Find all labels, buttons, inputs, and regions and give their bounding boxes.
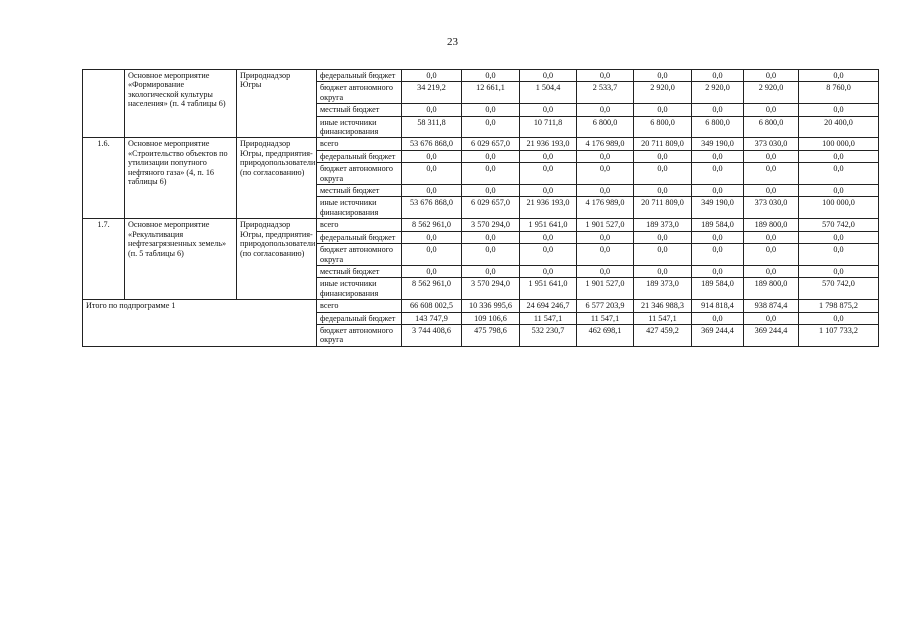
amount-cell: 369 244,4: [692, 324, 744, 346]
amount-cell: 0,0: [692, 163, 744, 185]
section-index: 1.7.: [83, 219, 125, 300]
amount-cell: 0,0: [462, 265, 520, 277]
amount-cell: 6 800,0: [744, 116, 799, 138]
amount-cell: 0,0: [744, 163, 799, 185]
funding-source: бюджет автономного округа: [317, 163, 402, 185]
page-number: 23: [447, 36, 458, 48]
amount-cell: 6 800,0: [634, 116, 692, 138]
amount-cell: 0,0: [577, 70, 634, 82]
amount-cell: 0,0: [462, 163, 520, 185]
amount-cell: 10 336 995,6: [462, 300, 520, 312]
amount-cell: 0,0: [634, 104, 692, 116]
amount-cell: 2 920,0: [744, 82, 799, 104]
amount-cell: 0,0: [799, 231, 879, 243]
amount-cell: 0,0: [692, 185, 744, 197]
amount-cell: 0,0: [692, 150, 744, 162]
amount-cell: 21 936 193,0: [520, 138, 577, 150]
amount-cell: 0,0: [402, 70, 462, 82]
total-label: Итого по подпрограмме 1: [83, 300, 317, 347]
amount-cell: 11 547,1: [634, 312, 692, 324]
amount-cell: 0,0: [520, 104, 577, 116]
amount-cell: 0,0: [634, 70, 692, 82]
amount-cell: 1 951 641,0: [520, 219, 577, 231]
table-row: [83, 219, 879, 231]
amount-cell: 0,0: [520, 265, 577, 277]
amount-cell: 349 190,0: [692, 197, 744, 219]
amount-cell: 6 800,0: [577, 116, 634, 138]
funding-source: бюджет автономного округа: [317, 244, 402, 266]
amount-cell: 0,0: [744, 70, 799, 82]
amount-cell: 109 106,6: [462, 312, 520, 324]
amount-cell: 189 800,0: [744, 278, 799, 300]
amount-cell: 34 219,2: [402, 82, 462, 104]
amount-cell: 0,0: [577, 244, 634, 266]
amount-cell: 0,0: [744, 312, 799, 324]
section-responsible: Природнадзор Югры, предприятия-природопользователи (по согласованию): [237, 219, 317, 300]
amount-cell: 0,0: [577, 150, 634, 162]
funding-source: бюджет автономного округа: [317, 82, 402, 104]
amount-cell: 373 030,0: [744, 138, 799, 150]
funding-source: местный бюджет: [317, 265, 402, 277]
amount-cell: 8 760,0: [799, 82, 879, 104]
amount-cell: 4 176 989,0: [577, 197, 634, 219]
amount-cell: 3 570 294,0: [462, 219, 520, 231]
amount-cell: 8 562 961,0: [402, 219, 462, 231]
amount-cell: 58 311,8: [402, 116, 462, 138]
funding-source: иные источники финансирования: [317, 116, 402, 138]
amount-cell: 1 901 527,0: [577, 278, 634, 300]
amount-cell: 0,0: [462, 104, 520, 116]
amount-cell: 0,0: [799, 244, 879, 266]
amount-cell: 11 547,1: [520, 312, 577, 324]
amount-cell: 1 901 527,0: [577, 219, 634, 231]
amount-cell: 1 107 733,2: [799, 324, 879, 346]
section-responsible: Природнадзор Югры, предприятия-природопользователи (по согласованию): [237, 138, 317, 219]
amount-cell: 349 190,0: [692, 138, 744, 150]
amount-cell: 373 030,0: [744, 197, 799, 219]
amount-cell: 0,0: [692, 312, 744, 324]
amount-cell: 0,0: [744, 244, 799, 266]
amount-cell: 0,0: [462, 244, 520, 266]
amount-cell: 0,0: [799, 185, 879, 197]
amount-cell: 20 711 809,0: [634, 138, 692, 150]
amount-cell: 0,0: [520, 150, 577, 162]
funding-source: иные источники финансирования: [317, 278, 402, 300]
amount-cell: 0,0: [634, 163, 692, 185]
amount-cell: 0,0: [799, 150, 879, 162]
amount-cell: 914 818,4: [692, 300, 744, 312]
amount-cell: 6 577 203,9: [577, 300, 634, 312]
amount-cell: 12 661,1: [462, 82, 520, 104]
amount-cell: 0,0: [402, 265, 462, 277]
amount-cell: 8 562 961,0: [402, 278, 462, 300]
amount-cell: 532 230,7: [520, 324, 577, 346]
amount-cell: 6 029 657,0: [462, 138, 520, 150]
amount-cell: 0,0: [692, 231, 744, 243]
amount-cell: 20 711 809,0: [634, 197, 692, 219]
amount-cell: 570 742,0: [799, 278, 879, 300]
amount-cell: 0,0: [462, 150, 520, 162]
amount-cell: 0,0: [577, 104, 634, 116]
amount-cell: 0,0: [402, 244, 462, 266]
amount-cell: 1 951 641,0: [520, 278, 577, 300]
amount-cell: 2 920,0: [692, 82, 744, 104]
section-index: 1.6.: [83, 138, 125, 219]
amount-cell: 0,0: [744, 265, 799, 277]
amount-cell: 0,0: [577, 185, 634, 197]
amount-cell: 570 742,0: [799, 219, 879, 231]
funding-source: федеральный бюджет: [317, 231, 402, 243]
amount-cell: 0,0: [577, 163, 634, 185]
amount-cell: 4 176 989,0: [577, 138, 634, 150]
amount-cell: 10 711,8: [520, 116, 577, 138]
amount-cell: 3 744 408,6: [402, 324, 462, 346]
amount-cell: 0,0: [402, 185, 462, 197]
amount-cell: 0,0: [520, 163, 577, 185]
section-name: Основное мероприятие «Формирование экологической культуры населения» (п. 4 таблицы 6): [125, 70, 237, 138]
amount-cell: 24 694 246,7: [520, 300, 577, 312]
amount-cell: 53 676 868,0: [402, 197, 462, 219]
funding-source: федеральный бюджет: [317, 312, 402, 324]
amount-cell: 0,0: [462, 231, 520, 243]
section-index: [83, 70, 125, 138]
amount-cell: 0,0: [634, 244, 692, 266]
funding-source: федеральный бюджет: [317, 150, 402, 162]
amount-cell: 0,0: [402, 104, 462, 116]
amount-cell: 21 936 193,0: [520, 197, 577, 219]
amount-cell: 0,0: [799, 265, 879, 277]
amount-cell: 0,0: [462, 70, 520, 82]
funding-source: всего: [317, 300, 402, 312]
amount-cell: 0,0: [402, 163, 462, 185]
amount-cell: 0,0: [402, 150, 462, 162]
amount-cell: 11 547,1: [577, 312, 634, 324]
section-name: Основное мероприятие «Строительство объектов по утилизации попутного нефтяного газа» (4, п. 16 таблицы 6): [125, 138, 237, 219]
section-name: Основное мероприятие «Рекультивация нефтезагрязненных земель» (п. 5 таблицы 6): [125, 219, 237, 300]
amount-cell: 0,0: [402, 231, 462, 243]
amount-cell: 100 000,0: [799, 197, 879, 219]
amount-cell: 0,0: [692, 104, 744, 116]
amount-cell: 0,0: [462, 185, 520, 197]
amount-cell: 0,0: [520, 185, 577, 197]
amount-cell: 462 698,1: [577, 324, 634, 346]
amount-cell: 938 874,4: [744, 300, 799, 312]
funding-source: всего: [317, 219, 402, 231]
budget-table: [82, 69, 879, 347]
amount-cell: 0,0: [520, 231, 577, 243]
amount-cell: 0,0: [744, 150, 799, 162]
amount-cell: 189 584,0: [692, 278, 744, 300]
amount-cell: 0,0: [799, 163, 879, 185]
amount-cell: 0,0: [799, 104, 879, 116]
amount-cell: 475 798,6: [462, 324, 520, 346]
amount-cell: 0,0: [634, 150, 692, 162]
amount-cell: 189 800,0: [744, 219, 799, 231]
amount-cell: 0,0: [744, 185, 799, 197]
amount-cell: 143 747,9: [402, 312, 462, 324]
amount-cell: 20 400,0: [799, 116, 879, 138]
amount-cell: 0,0: [692, 244, 744, 266]
amount-cell: 0,0: [577, 231, 634, 243]
amount-cell: 2 920,0: [634, 82, 692, 104]
amount-cell: 0,0: [692, 70, 744, 82]
amount-cell: 0,0: [577, 265, 634, 277]
amount-cell: 189 584,0: [692, 219, 744, 231]
amount-cell: 0,0: [520, 70, 577, 82]
funding-source: местный бюджет: [317, 185, 402, 197]
amount-cell: 0,0: [744, 104, 799, 116]
amount-cell: 100 000,0: [799, 138, 879, 150]
table-row: [83, 138, 879, 150]
amount-cell: 21 346 988,3: [634, 300, 692, 312]
amount-cell: 3 570 294,0: [462, 278, 520, 300]
amount-cell: 1 798 875,2: [799, 300, 879, 312]
funding-source: иные источники финансирования: [317, 197, 402, 219]
section-responsible: Природнадзор Югры: [237, 70, 317, 138]
amount-cell: 0,0: [692, 265, 744, 277]
table-row: [83, 70, 879, 82]
amount-cell: 0,0: [634, 185, 692, 197]
amount-cell: 0,0: [520, 244, 577, 266]
funding-source: местный бюджет: [317, 104, 402, 116]
funding-source: всего: [317, 138, 402, 150]
funding-source: бюджет автономного округа: [317, 324, 402, 346]
amount-cell: 6 800,0: [692, 116, 744, 138]
amount-cell: 2 533,7: [577, 82, 634, 104]
amount-cell: 0,0: [634, 265, 692, 277]
funding-source: федеральный бюджет: [317, 70, 402, 82]
table-row: [83, 300, 879, 312]
amount-cell: 427 459,2: [634, 324, 692, 346]
amount-cell: 1 504,4: [520, 82, 577, 104]
amount-cell: 0,0: [634, 231, 692, 243]
amount-cell: 189 373,0: [634, 219, 692, 231]
amount-cell: 6 029 657,0: [462, 197, 520, 219]
amount-cell: 369 244,4: [744, 324, 799, 346]
amount-cell: 66 608 002,5: [402, 300, 462, 312]
amount-cell: 0,0: [744, 231, 799, 243]
amount-cell: 53 676 868,0: [402, 138, 462, 150]
amount-cell: 0,0: [799, 70, 879, 82]
amount-cell: 189 373,0: [634, 278, 692, 300]
amount-cell: 0,0: [799, 312, 879, 324]
amount-cell: 0,0: [462, 116, 520, 138]
